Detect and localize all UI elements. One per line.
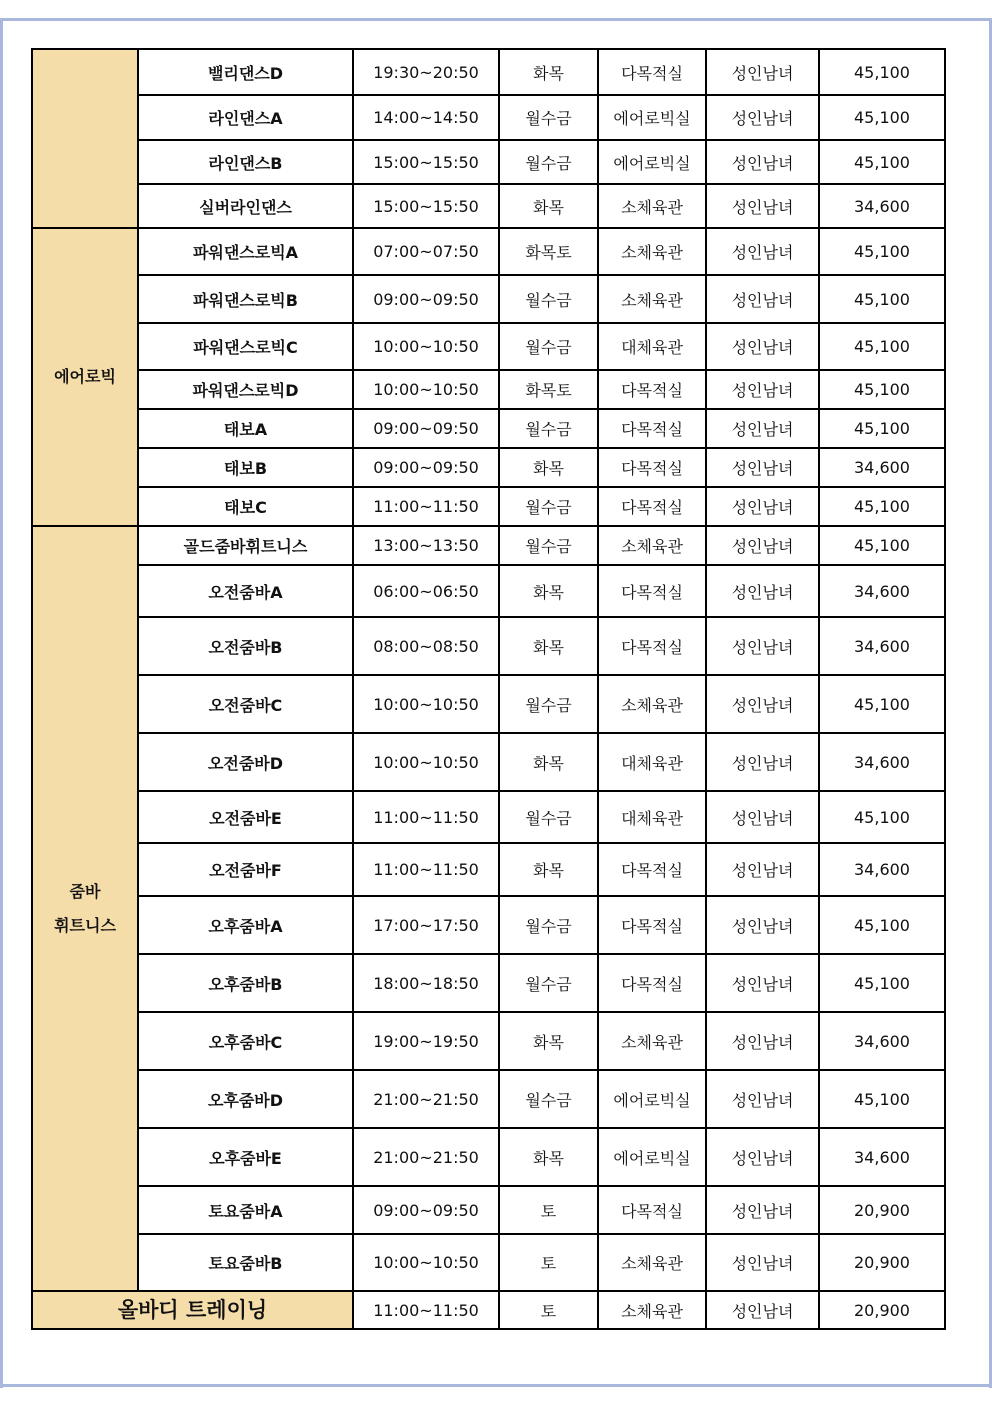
class-time: 10:00~10:50 — [353, 733, 499, 791]
program-schedule-table — [31, 48, 946, 1330]
class-time: 08:00~08:50 — [353, 617, 499, 675]
class-days: 화목토 — [499, 370, 598, 409]
class-fee: 20,900 — [819, 1291, 945, 1329]
class-time: 09:00~09:50 — [353, 448, 499, 487]
class-days: 월수금 — [499, 275, 598, 323]
class-fee: 45,100 — [819, 1070, 945, 1128]
class-place: 소체육관 — [598, 184, 706, 228]
page-frame-top — [0, 18, 992, 21]
class-time: 06:00~06:50 — [353, 565, 499, 617]
table-row — [32, 1186, 945, 1234]
class-place: 다목적실 — [598, 487, 706, 526]
class-days: 토 — [499, 1234, 598, 1291]
class-fee: 34,600 — [819, 448, 945, 487]
class-fee: 45,100 — [819, 675, 945, 733]
class-name: 오전줌바E — [138, 791, 353, 843]
class-target: 성인남녀 — [706, 1012, 819, 1070]
page-frame-bottom — [0, 1384, 992, 1387]
class-time: 11:00~11:50 — [353, 1291, 499, 1329]
class-fee: 45,100 — [819, 896, 945, 954]
class-days: 토 — [499, 1186, 598, 1234]
class-name: 라인댄스B — [138, 140, 353, 184]
class-place: 소체육관 — [598, 526, 706, 565]
class-place: 대체육관 — [598, 791, 706, 843]
class-fee: 45,100 — [819, 954, 945, 1012]
class-place: 에어로빅실 — [598, 1128, 706, 1186]
table-row — [32, 323, 945, 370]
class-fee: 34,600 — [819, 1012, 945, 1070]
class-target: 성인남녀 — [706, 791, 819, 843]
class-target: 성인남녀 — [706, 323, 819, 370]
class-name: 오전줌바D — [138, 733, 353, 791]
class-time: 10:00~10:50 — [353, 675, 499, 733]
table-row — [32, 1070, 945, 1128]
class-name: 파워댄스로빅C — [138, 323, 353, 370]
table-row — [32, 1128, 945, 1186]
table-row — [32, 95, 945, 140]
class-name: 태보A — [138, 409, 353, 448]
class-days: 월수금 — [499, 95, 598, 140]
table-row — [32, 228, 945, 275]
class-target: 성인남녀 — [706, 487, 819, 526]
class-place: 소체육관 — [598, 1012, 706, 1070]
class-name: 오전줌바A — [138, 565, 353, 617]
class-name: 태보C — [138, 487, 353, 526]
class-name: 실버라인댄스 — [138, 184, 353, 228]
class-time: 14:00~14:50 — [353, 95, 499, 140]
class-time: 09:00~09:50 — [353, 1186, 499, 1234]
class-place: 다목적실 — [598, 954, 706, 1012]
class-days: 화목 — [499, 1012, 598, 1070]
class-time: 21:00~21:50 — [353, 1070, 499, 1128]
class-days: 월수금 — [499, 526, 598, 565]
class-target: 성인남녀 — [706, 448, 819, 487]
category-aerobic: 에어로빅 — [32, 228, 138, 526]
class-place: 소체육관 — [598, 1291, 706, 1329]
category-line: 휘트니스 — [54, 915, 116, 935]
table-row — [32, 1012, 945, 1070]
class-days: 화목 — [499, 617, 598, 675]
class-days: 화목 — [499, 565, 598, 617]
table-row — [32, 526, 945, 565]
class-days: 월수금 — [499, 1070, 598, 1128]
class-target: 성인남녀 — [706, 565, 819, 617]
class-days: 화목 — [499, 733, 598, 791]
class-place: 다목적실 — [598, 448, 706, 487]
class-time: 10:00~10:50 — [353, 323, 499, 370]
class-fee: 45,100 — [819, 228, 945, 275]
table-row — [32, 896, 945, 954]
class-fee: 45,100 — [819, 370, 945, 409]
class-fee: 45,100 — [819, 791, 945, 843]
class-name: 오전줌바B — [138, 617, 353, 675]
class-name: 라인댄스A — [138, 95, 353, 140]
class-days: 화목 — [499, 448, 598, 487]
table-row — [32, 140, 945, 184]
class-time: 09:00~09:50 — [353, 409, 499, 448]
class-target: 성인남녀 — [706, 1186, 819, 1234]
class-target: 성인남녀 — [706, 1234, 819, 1291]
class-place: 소체육관 — [598, 675, 706, 733]
class-name: 오전줌바C — [138, 675, 353, 733]
table-row — [32, 733, 945, 791]
table-row — [32, 184, 945, 228]
table-row — [32, 409, 945, 448]
class-days: 화목 — [499, 184, 598, 228]
class-place: 대체육관 — [598, 323, 706, 370]
class-place: 소체육관 — [598, 275, 706, 323]
table-row — [32, 49, 945, 95]
class-place: 대체육관 — [598, 733, 706, 791]
class-name: 오후줌바D — [138, 1070, 353, 1128]
class-name: 골드줌바휘트니스 — [138, 526, 353, 565]
class-name: 오전줌바F — [138, 843, 353, 896]
class-time: 09:00~09:50 — [353, 275, 499, 323]
class-name: 오후줌바A — [138, 896, 353, 954]
class-place: 소체육관 — [598, 1234, 706, 1291]
class-fee: 34,600 — [819, 617, 945, 675]
class-days: 월수금 — [499, 954, 598, 1012]
category-cell-continued — [32, 49, 138, 228]
table-row — [32, 487, 945, 526]
class-fee: 34,600 — [819, 184, 945, 228]
class-name: 파워댄스로빅A — [138, 228, 353, 275]
class-fee: 20,900 — [819, 1234, 945, 1291]
class-time: 10:00~10:50 — [353, 370, 499, 409]
class-place: 에어로빅실 — [598, 1070, 706, 1128]
class-days: 월수금 — [499, 323, 598, 370]
class-place: 다목적실 — [598, 49, 706, 95]
class-fee: 34,600 — [819, 565, 945, 617]
class-time: 17:00~17:50 — [353, 896, 499, 954]
class-fee: 20,900 — [819, 1186, 945, 1234]
class-days: 토 — [499, 1291, 598, 1329]
class-target: 성인남녀 — [706, 733, 819, 791]
class-fee: 45,100 — [819, 409, 945, 448]
table-row — [32, 370, 945, 409]
table-row — [32, 448, 945, 487]
class-days: 화목토 — [499, 228, 598, 275]
class-target: 성인남녀 — [706, 1291, 819, 1329]
class-fee: 45,100 — [819, 140, 945, 184]
table-row — [32, 1234, 945, 1291]
class-fee: 34,600 — [819, 733, 945, 791]
class-target: 성인남녀 — [706, 184, 819, 228]
table-row — [32, 275, 945, 323]
class-fee: 34,600 — [819, 843, 945, 896]
class-name: 태보B — [138, 448, 353, 487]
class-fee: 45,100 — [819, 95, 945, 140]
class-place: 다목적실 — [598, 617, 706, 675]
class-time: 15:00~15:50 — [353, 140, 499, 184]
class-fee: 45,100 — [819, 487, 945, 526]
class-target: 성인남녀 — [706, 409, 819, 448]
class-fee: 45,100 — [819, 275, 945, 323]
class-target: 성인남녀 — [706, 228, 819, 275]
class-place: 다목적실 — [598, 843, 706, 896]
class-target: 성인남녀 — [706, 1070, 819, 1128]
class-target: 성인남녀 — [706, 1128, 819, 1186]
class-name: 파워댄스로빅D — [138, 370, 353, 409]
class-name: 토요줌바B — [138, 1234, 353, 1291]
class-days: 월수금 — [499, 409, 598, 448]
class-target: 성인남녀 — [706, 275, 819, 323]
table-row — [32, 565, 945, 617]
class-target: 성인남녀 — [706, 370, 819, 409]
class-days: 화목 — [499, 49, 598, 95]
class-name: 토요줌바A — [138, 1186, 353, 1234]
class-days: 화목 — [499, 1128, 598, 1186]
class-target: 성인남녀 — [706, 140, 819, 184]
class-time: 11:00~11:50 — [353, 791, 499, 843]
class-time: 15:00~15:50 — [353, 184, 499, 228]
category-line: 줌바 — [69, 881, 101, 901]
class-target: 성인남녀 — [706, 954, 819, 1012]
table-row — [32, 843, 945, 896]
table-row — [32, 954, 945, 1012]
class-target: 성인남녀 — [706, 675, 819, 733]
class-place: 에어로빅실 — [598, 95, 706, 140]
table-row — [32, 617, 945, 675]
class-days: 월수금 — [499, 140, 598, 184]
class-name: 오후줌바B — [138, 954, 353, 1012]
class-name: 파워댄스로빅B — [138, 275, 353, 323]
class-name: 오후줌바C — [138, 1012, 353, 1070]
class-fee: 45,100 — [819, 526, 945, 565]
table-row — [32, 791, 945, 843]
table-row — [32, 1291, 945, 1329]
class-place: 소체육관 — [598, 228, 706, 275]
class-place: 다목적실 — [598, 896, 706, 954]
class-name-all-body-training: 올바디 트레이닝 — [32, 1291, 353, 1329]
category-zumba-fitness — [32, 526, 138, 1291]
class-name: 밸리댄스D — [138, 49, 353, 95]
class-days: 월수금 — [499, 487, 598, 526]
class-time: 07:00~07:50 — [353, 228, 499, 275]
class-target: 성인남녀 — [706, 843, 819, 896]
class-days: 월수금 — [499, 675, 598, 733]
page-frame-left — [0, 18, 3, 1388]
class-time: 11:00~11:50 — [353, 843, 499, 896]
class-target: 성인남녀 — [706, 95, 819, 140]
class-days: 화목 — [499, 843, 598, 896]
class-target: 성인남녀 — [706, 526, 819, 565]
class-time: 19:30~20:50 — [353, 49, 499, 95]
class-name: 오후줌바E — [138, 1128, 353, 1186]
class-time: 19:00~19:50 — [353, 1012, 499, 1070]
class-target: 성인남녀 — [706, 49, 819, 95]
class-place: 다목적실 — [598, 565, 706, 617]
class-place: 다목적실 — [598, 1186, 706, 1234]
class-place: 에어로빅실 — [598, 140, 706, 184]
class-fee: 45,100 — [819, 49, 945, 95]
table-row — [32, 675, 945, 733]
class-time: 18:00~18:50 — [353, 954, 499, 1012]
class-time: 13:00~13:50 — [353, 526, 499, 565]
class-target: 성인남녀 — [706, 896, 819, 954]
class-target: 성인남녀 — [706, 617, 819, 675]
class-days: 월수금 — [499, 791, 598, 843]
class-time: 11:00~11:50 — [353, 487, 499, 526]
class-time: 10:00~10:50 — [353, 1234, 499, 1291]
class-fee: 34,600 — [819, 1128, 945, 1186]
class-time: 21:00~21:50 — [353, 1128, 499, 1186]
class-days: 월수금 — [499, 896, 598, 954]
class-place: 다목적실 — [598, 370, 706, 409]
class-place: 다목적실 — [598, 409, 706, 448]
class-fee: 45,100 — [819, 323, 945, 370]
